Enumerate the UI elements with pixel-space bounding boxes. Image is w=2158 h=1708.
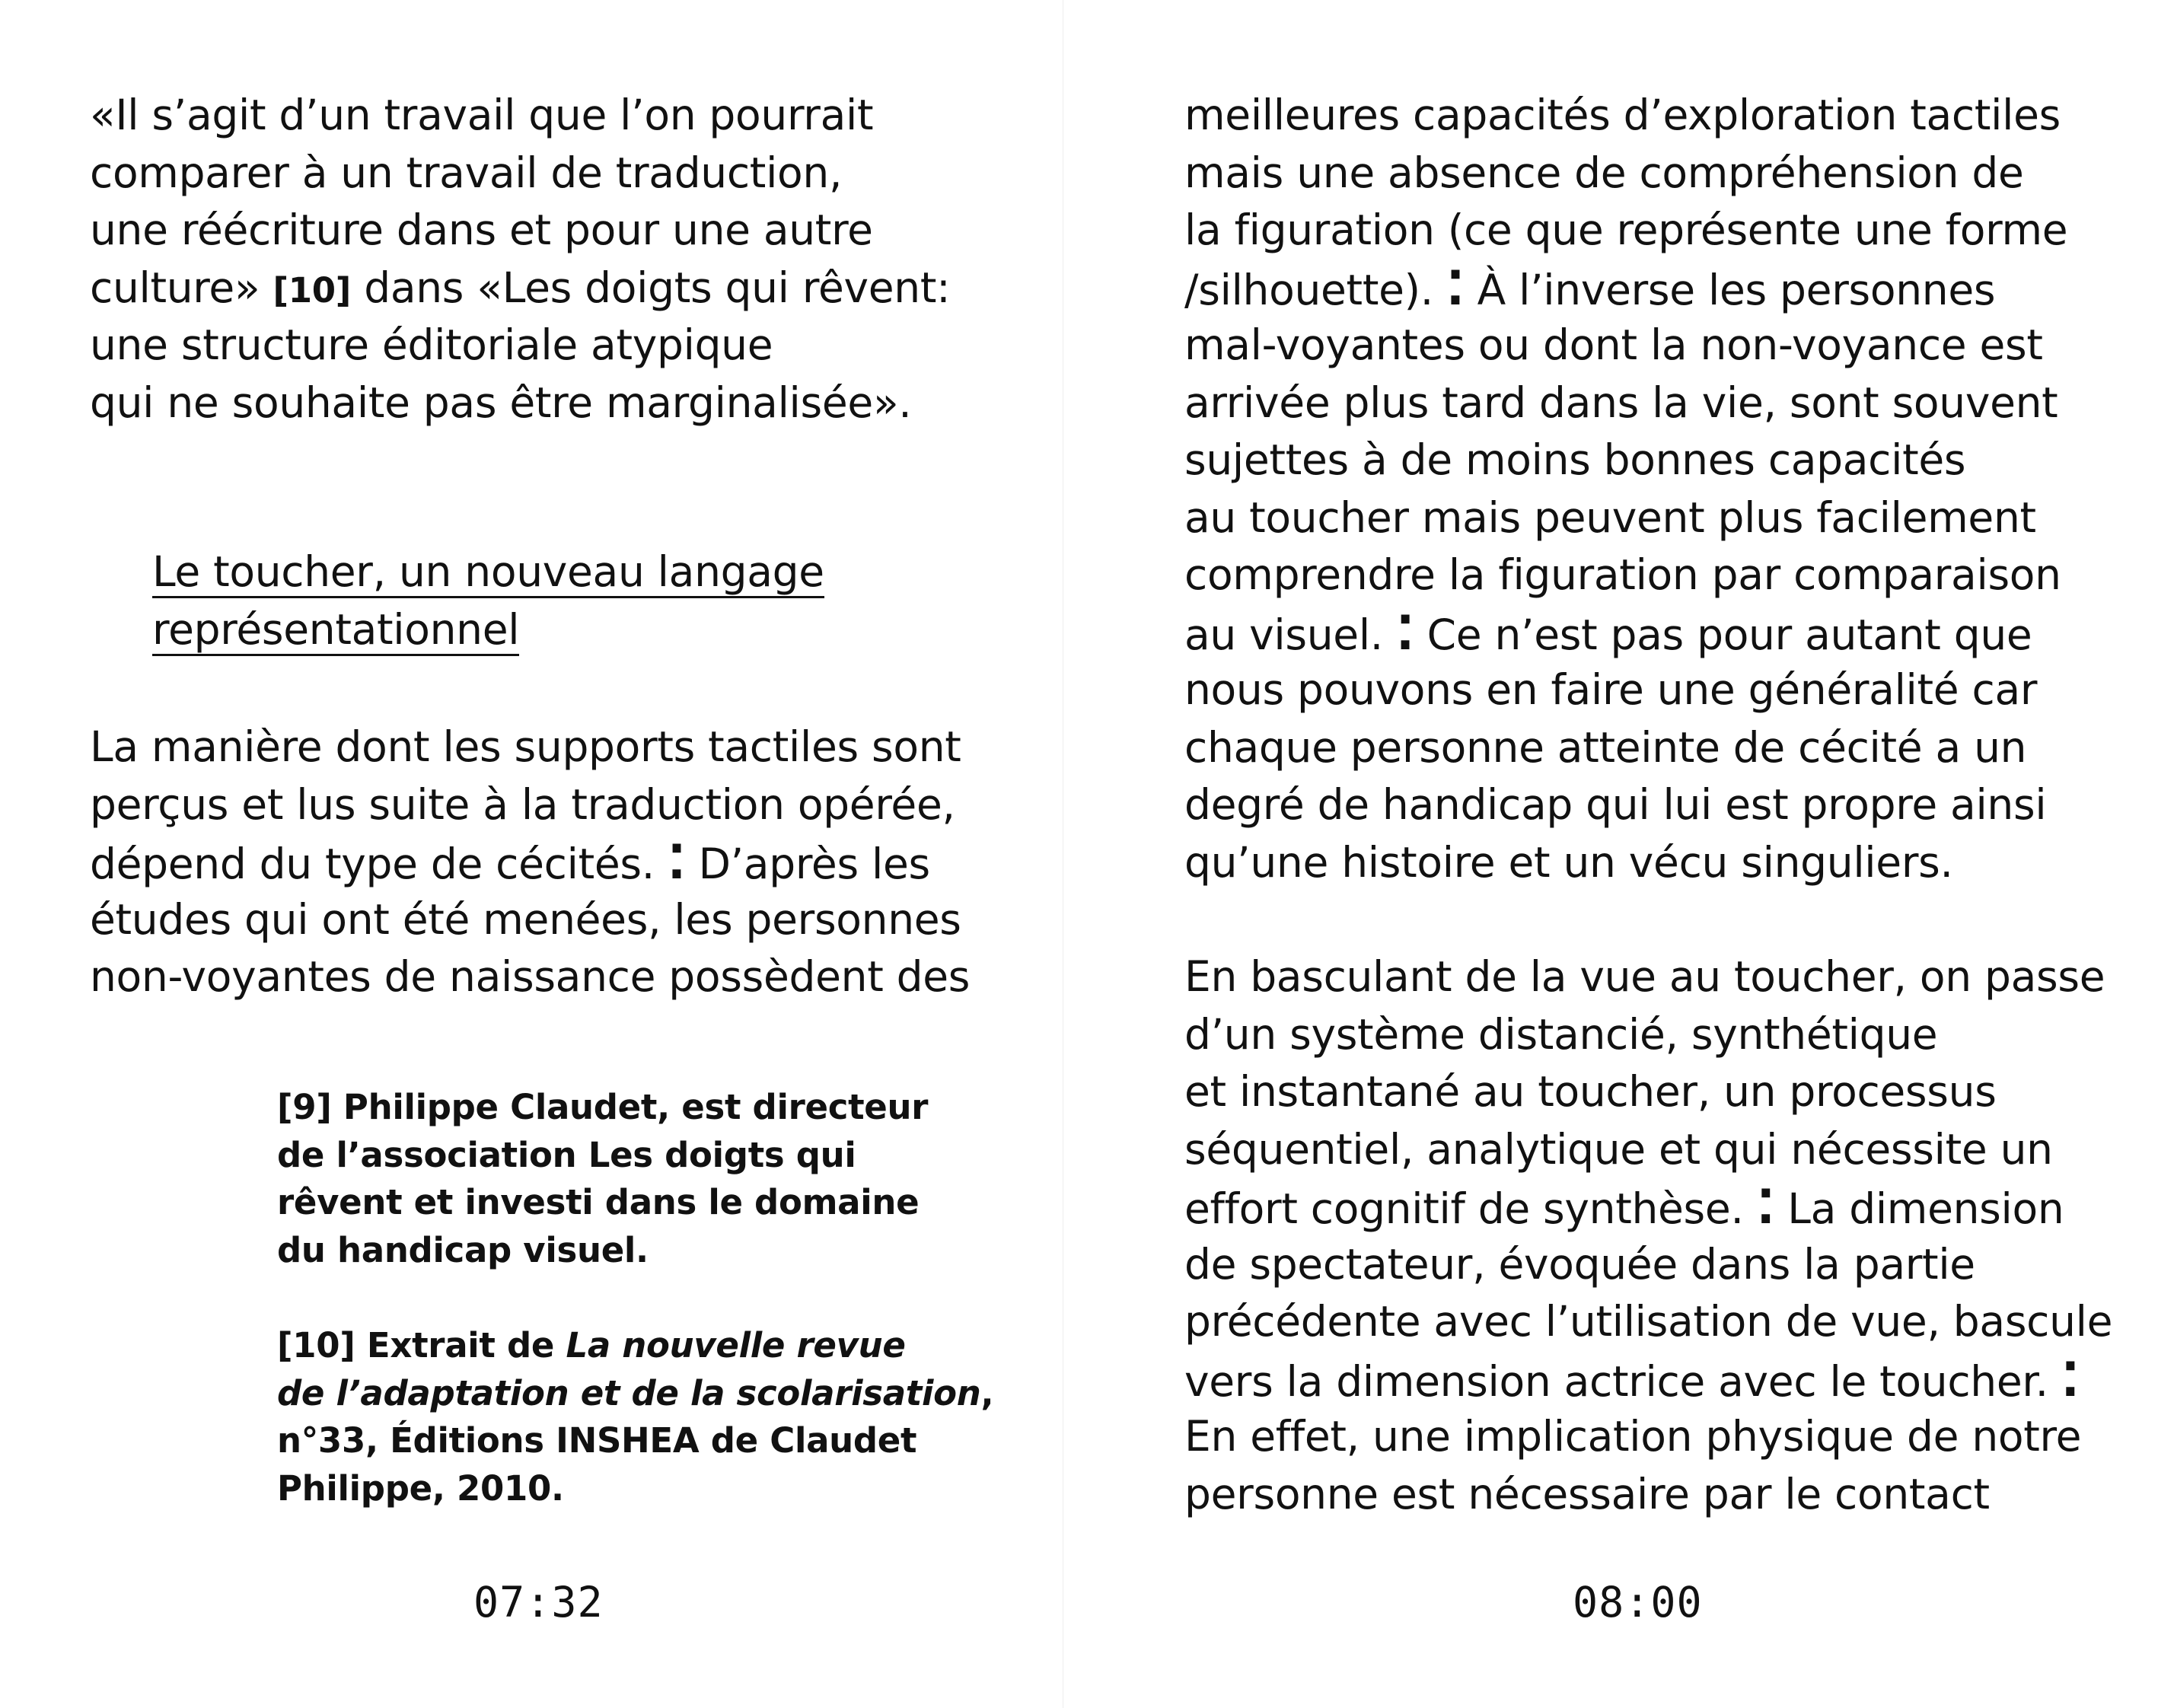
footnote-line: Philippe, 2010. (277, 1467, 564, 1509)
page-number: 08:00 (1573, 1578, 1703, 1627)
separator-glyph: ⁚ (1756, 1179, 1775, 1235)
body-line: au visuel. (1184, 610, 1383, 659)
body-line: et instantané au toucher, un processus (1184, 1067, 1997, 1116)
body-line: précédente avec l’utilisation de vue, bascule (1184, 1297, 2113, 1346)
body-line: d’un système distancié, synthétique (1184, 1009, 1938, 1059)
body-line: La dimension (1787, 1184, 2064, 1233)
body-line: degré de handicap qui lui est propre ainsi (1184, 780, 2047, 829)
quote-line: une structure éditoriale atypique (90, 320, 773, 369)
quote-line: dans «Les doigts qui rêvent: (364, 263, 951, 312)
body-line: D’après les (698, 840, 930, 888)
footnote-line: n°33, Éditions INSHEA de Claudet (277, 1420, 917, 1461)
body-line: la figuration (ce que représente une forme (1184, 206, 2068, 254)
body-line: En effet, une implication physique de notre (1184, 1412, 2082, 1461)
body-line: À l’inverse les personnes (1477, 265, 1996, 314)
body-line: nous pouvons en faire une généralité car (1184, 665, 2038, 714)
footnote-line: , (980, 1372, 994, 1413)
quote-paragraph (90, 87, 950, 432)
body-line: meilleures capacités d’exploration tactiles (1184, 91, 2061, 139)
body-line: mais une absence de compréhension de (1184, 148, 2024, 197)
separator-glyph: ⁚ (668, 834, 686, 890)
footnotes (277, 1084, 993, 1560)
body-line: dépend du type de cécités. (90, 840, 655, 888)
footnote-line: [9] Philippe Claudet, est directeur (277, 1087, 929, 1127)
quote-line: qui ne souhaite pas être marginalisée». (90, 378, 912, 427)
heading-line: Le toucher, un nouveau langage (152, 547, 824, 598)
body-line: études qui ont été menées, les personnes (90, 894, 961, 944)
quote-line: «Il s’agit d’un travail que l’on pourrait (90, 91, 874, 139)
separator-glyph: ⁚ (2061, 1351, 2080, 1407)
heading-line: représentationnel (152, 605, 519, 656)
body-line: qu’une histoire et un vécu singuliers. (1184, 837, 1953, 887)
separator-glyph: ⁚ (1446, 260, 1465, 316)
section-heading (152, 543, 824, 658)
body-line: mal-voyantes ou dont la non-voyance est (1184, 320, 2043, 369)
body-line: sujettes à de moins bonnes capacités (1184, 435, 1966, 484)
body-line: non-voyantes de naissance possèdent des (90, 952, 971, 1001)
right-page (1063, 0, 2158, 1708)
body-line: personne est nécessaire par le contact (1184, 1469, 1990, 1518)
footnote-line: du handicap visuel. (277, 1229, 649, 1270)
body-line: La manière dont les supports tactiles sont (90, 722, 961, 771)
body-paragraph (1184, 87, 2067, 891)
publication-title: La nouvelle revue (566, 1325, 906, 1365)
body-line: de spectateur, évoquée dans la partie (1184, 1239, 1975, 1289)
footnote-line: rêvent et investi dans le domaine (277, 1182, 920, 1222)
body-line: En basculant de la vue au toucher, on passe (1184, 952, 2105, 1001)
footnote-line: de l’association Les doigts qui (277, 1134, 856, 1175)
body-line: effort cognitif de synthèse. (1184, 1184, 1744, 1233)
body-line: vers la dimension actrice avec le toucher. (1184, 1356, 2048, 1406)
left-page (0, 0, 1063, 1708)
quote-line: une réécriture dans et pour une autre (90, 206, 873, 254)
footnote-reference: [10] (273, 269, 352, 311)
body-paragraph (1184, 948, 2112, 1523)
separator-glyph: ⁚ (1396, 604, 1414, 661)
footnote-10 (277, 1322, 993, 1512)
quote-line: culture» (90, 263, 260, 312)
body-line: chaque personne atteinte de cécité a un (1184, 722, 2027, 772)
publication-title: de l’adaptation et de la scolarisation (277, 1372, 981, 1413)
footnote-line: [10] Extrait de (277, 1325, 555, 1365)
body-line: séquentiel, analytique et qui nécessite un (1184, 1124, 2053, 1174)
body-paragraph (90, 719, 970, 1006)
page-number: 07:32 (473, 1578, 604, 1627)
body-line: au toucher mais peuvent plus facilement (1184, 492, 2036, 542)
quote-line: comparer à un travail de traduction, (90, 148, 843, 197)
body-line: /silhouette). (1184, 265, 1433, 314)
footnote-9 (277, 1084, 993, 1274)
body-line: comprendre la figuration par comparaison (1184, 550, 2061, 599)
body-line: perçus et lus suite à la traduction opérée, (90, 779, 955, 829)
body-line: arrivée plus tard dans la vie, sont souvent (1184, 378, 2058, 427)
body-line: Ce n’est pas pour autant que (1426, 610, 2032, 659)
